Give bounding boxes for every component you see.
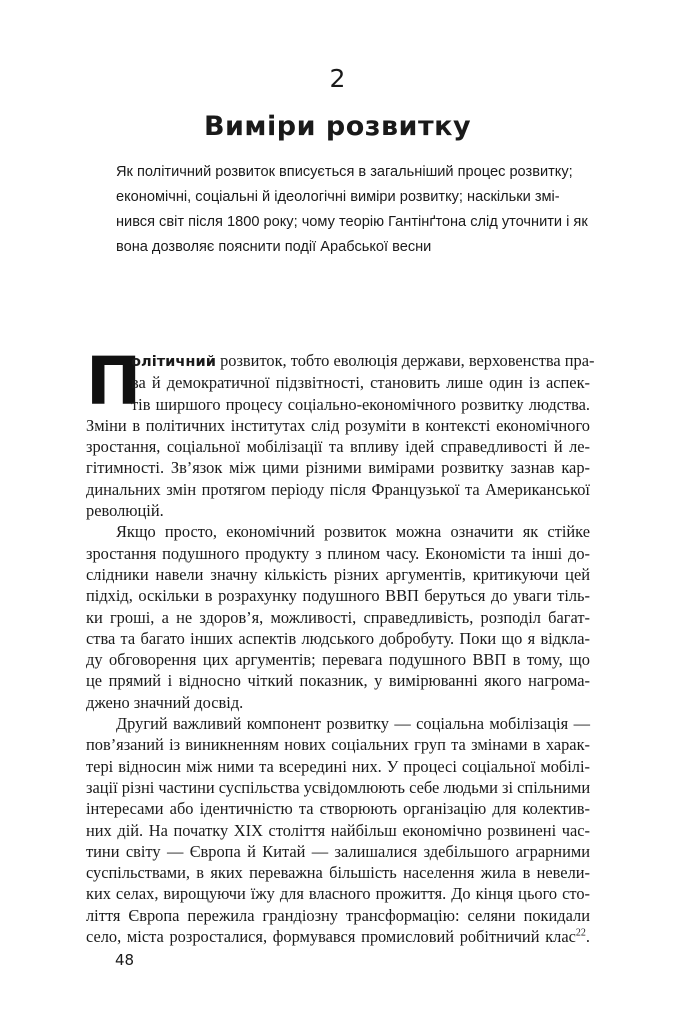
- body-line: слідники навели значну кількість різних аргументів, критикуючи цей: [86, 564, 590, 584]
- body-line: суспільствами, в яких переважна більшість населення жила в невели-: [86, 863, 590, 883]
- drop-cap: П: [86, 343, 142, 420]
- body-line: революцій.: [86, 501, 164, 521]
- body-line-tail: .: [585, 927, 590, 947]
- body-line: тини світу — Європа й Китай — залишалися здебільшого аграрними: [86, 841, 590, 861]
- body-line: тів ширшого процесу соціально-економічного розвитку людства.: [131, 394, 590, 414]
- body-line: інтересами або ідентичністю та створюють організацію для колектив-: [86, 799, 590, 819]
- body-line: ва й демократичної підзвітності, становить лише один із аспек-: [131, 373, 590, 393]
- body-line: тері відносин між ними та всередині них. У процесі соціальної мобілі-: [86, 756, 590, 776]
- body-line: джено значний досвід.: [86, 692, 244, 712]
- abstract-line: вона дозволяє пояснити події Арабської весни: [116, 239, 432, 255]
- abstract-line: економічні, соціальні й ідеологічні виміри розвитку; наскільки змі-: [116, 189, 560, 205]
- body-line: них дій. На початку XIX століття найбільш економічно розвинені час-: [86, 820, 590, 840]
- footnote-reference: 22: [575, 927, 586, 939]
- body-line: пов’язаний із виникненням нових соціальних груп та змінами в харак-: [86, 735, 590, 755]
- abstract-line: Як політичний розвиток вписується в загальніший процес розвитку;: [116, 164, 573, 180]
- body-line: ду обговорення цих аргументів; перевага подушного ВВП в тому, що: [86, 650, 590, 670]
- body-line: Зміни в політичних інститутах слід розуміти в контексті економічного: [86, 415, 590, 435]
- body-line: Якщо просто, економічний розвиток можна означити як стійке: [116, 522, 590, 542]
- chapter-abstract: [116, 160, 586, 260]
- body-line: підхід, оскільки в розрахунку подушного ВВП беруться до уваги тіль-: [86, 586, 590, 606]
- body-line: зростання подушного продукту з плином часу. Економісти та інші до-: [86, 543, 590, 563]
- body-line: ких селах, вирощуючи їжу для власного прожиття. До кінця цього сто-: [86, 884, 590, 904]
- body-line: зростання, соціальної мобілізації та впливу ідей справедливості й ле-: [86, 437, 590, 457]
- body-line: ки гроші, а не здоров’я, можливості, справедливість, розподіл багат-: [86, 607, 590, 627]
- body-line: [86, 926, 590, 947]
- body-text: [86, 343, 595, 947]
- body-line: ства та багато інших аспектів людського добробуту. Поки що я відкла-: [86, 628, 590, 648]
- body-line-text: село, міста розросталися, формувався промисловий робітничий клас: [86, 927, 576, 947]
- chapter-title: Виміри розвитку: [203, 111, 472, 142]
- chapter-number: 2: [329, 64, 346, 93]
- body-line: динальних змін протягом періоду після Французької та Американської: [86, 479, 590, 499]
- body-line: це прямий і відносно чіткий показник, у вимірюванні якого нагрома-: [86, 671, 590, 691]
- body-line: [86, 350, 595, 372]
- body-line: Другий важливий компонент розвитку — соціальна мобілізація —: [116, 714, 590, 734]
- body-line-text: розвиток, тобто еволюція держави, верховенства пра-: [215, 351, 595, 370]
- body-line: ліття Європа пережила грандіозну трансформацію: селяни покидали: [86, 905, 590, 925]
- page-number: 48: [115, 951, 135, 969]
- body-line: зації різні частини суспільства усвідомлюють себе людьми зі спільними: [86, 777, 591, 797]
- lead-word: олітичний: [131, 353, 216, 370]
- body-line: гітимності. Зв’язок між цими різними вимірами розвитку зазнав кар-: [86, 458, 590, 478]
- abstract-line: нився світ після 1800 року; чому теорію Гантінґтона слід уточнити і як: [116, 214, 588, 230]
